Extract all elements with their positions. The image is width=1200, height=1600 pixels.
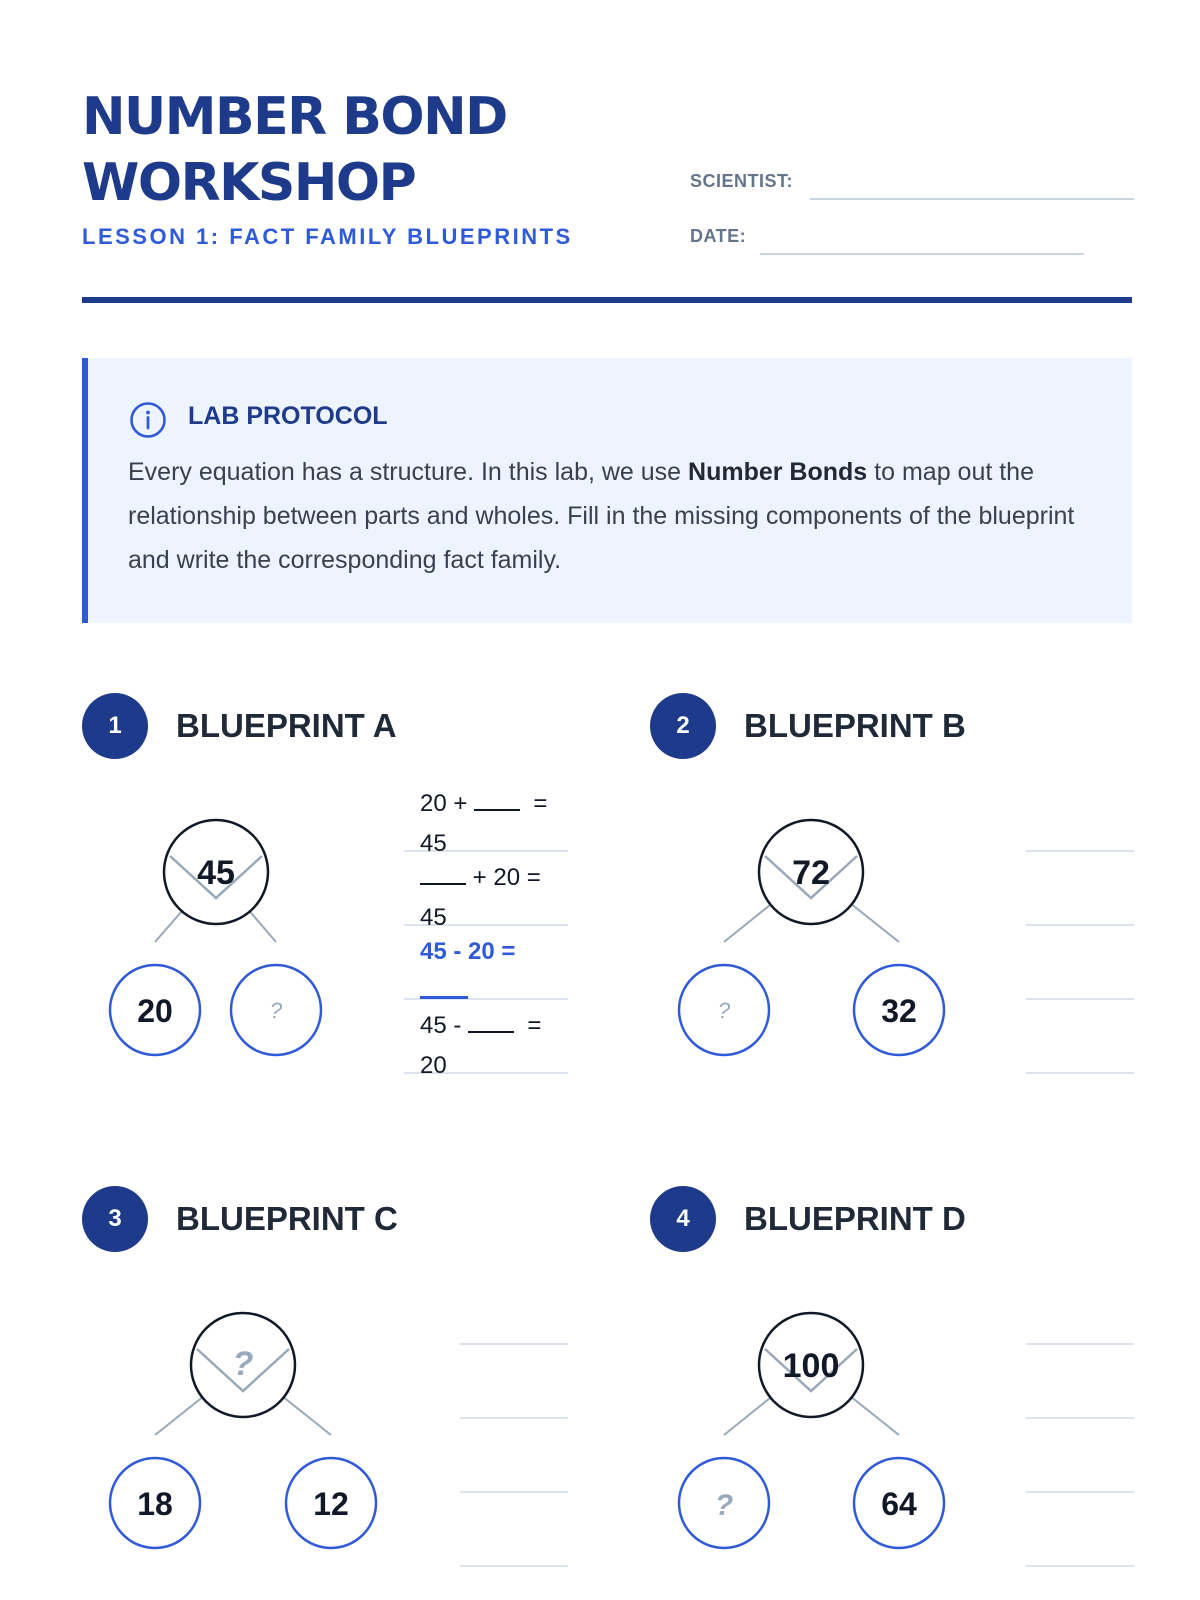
fact-equation-1: 20 + = 45 — [420, 790, 548, 857]
fact-line[interactable] — [1026, 1491, 1134, 1493]
part-value-left: 20 — [137, 993, 173, 1029]
title-line-1: NUMBER BOND — [82, 87, 507, 147]
part-value-right: 32 — [881, 993, 917, 1029]
whole-value: 72 — [792, 854, 830, 892]
header-divider — [82, 297, 1132, 303]
number-bond-diagram — [660, 1293, 960, 1563]
blueprint-title: BLUEPRINT A — [176, 707, 397, 744]
fact-line[interactable] — [1026, 1343, 1134, 1345]
fact-line[interactable] — [460, 1343, 568, 1345]
whole-value: 100 — [782, 1347, 840, 1385]
fact-line[interactable] — [1026, 1072, 1134, 1074]
title-line-2: WORKSHOP — [82, 153, 416, 213]
missing-part: ? — [714, 1489, 734, 1522]
part-value-left: 18 — [137, 1486, 173, 1522]
number-bond-diagram — [660, 800, 960, 1070]
lesson-subtitle: LESSON 1: FACT FAMILY BLUEPRINTS — [82, 224, 573, 249]
fact-line[interactable] — [1026, 924, 1134, 926]
blueprint-title: BLUEPRINT B — [744, 707, 966, 744]
missing-part: ? — [269, 998, 283, 1023]
date-label: DATE: — [690, 226, 747, 246]
fact-equation-3: 45 - 20 = — [420, 932, 515, 1012]
fact-line[interactable] — [1026, 998, 1134, 1000]
blueprint-number-badge: 4 — [650, 1186, 716, 1252]
blueprint-title: BLUEPRINT C — [176, 1200, 398, 1237]
date-field[interactable] — [760, 253, 1084, 255]
blueprint-number-badge: 3 — [82, 1186, 148, 1252]
blueprint-title: BLUEPRINT D — [744, 1200, 966, 1237]
whole-value: 45 — [197, 854, 235, 892]
lab-protocol-title: LAB PROTOCOL — [188, 402, 388, 430]
number-bonds-term: Number Bonds — [688, 458, 868, 486]
fact-line[interactable] — [460, 1417, 568, 1419]
info-icon — [129, 401, 167, 439]
fact-line[interactable] — [1026, 1417, 1134, 1419]
blueprint-number-badge: 1 — [82, 693, 148, 759]
part-value-right: 64 — [881, 1486, 917, 1522]
number-bond-diagram — [100, 1293, 400, 1563]
page-title — [82, 84, 702, 216]
scientist-label: SCIENTIST: — [690, 171, 794, 191]
missing-part: ? — [717, 998, 731, 1023]
part-value-right: 12 — [313, 1486, 349, 1522]
fact-line[interactable] — [1026, 1565, 1134, 1567]
fact-line[interactable] — [460, 1565, 568, 1567]
fact-equation-4: 45 - = 20 — [420, 1012, 542, 1079]
blueprint-number-badge: 2 — [650, 693, 716, 759]
fact-equation-2: + 20 = 45 — [420, 864, 541, 931]
lab-protocol-text: Every equation has a structure. In this lab, we use Number Bonds to map out the relationship between parts and wholes. Fill in the missing components of the blueprint and write the corresponding fact family. — [128, 458, 1075, 574]
fact-line[interactable] — [1026, 850, 1134, 852]
scientist-field[interactable] — [810, 198, 1134, 200]
fact-line[interactable] — [460, 1491, 568, 1493]
number-bond-diagram — [100, 800, 340, 1070]
missing-whole: ? — [232, 1345, 254, 1383]
